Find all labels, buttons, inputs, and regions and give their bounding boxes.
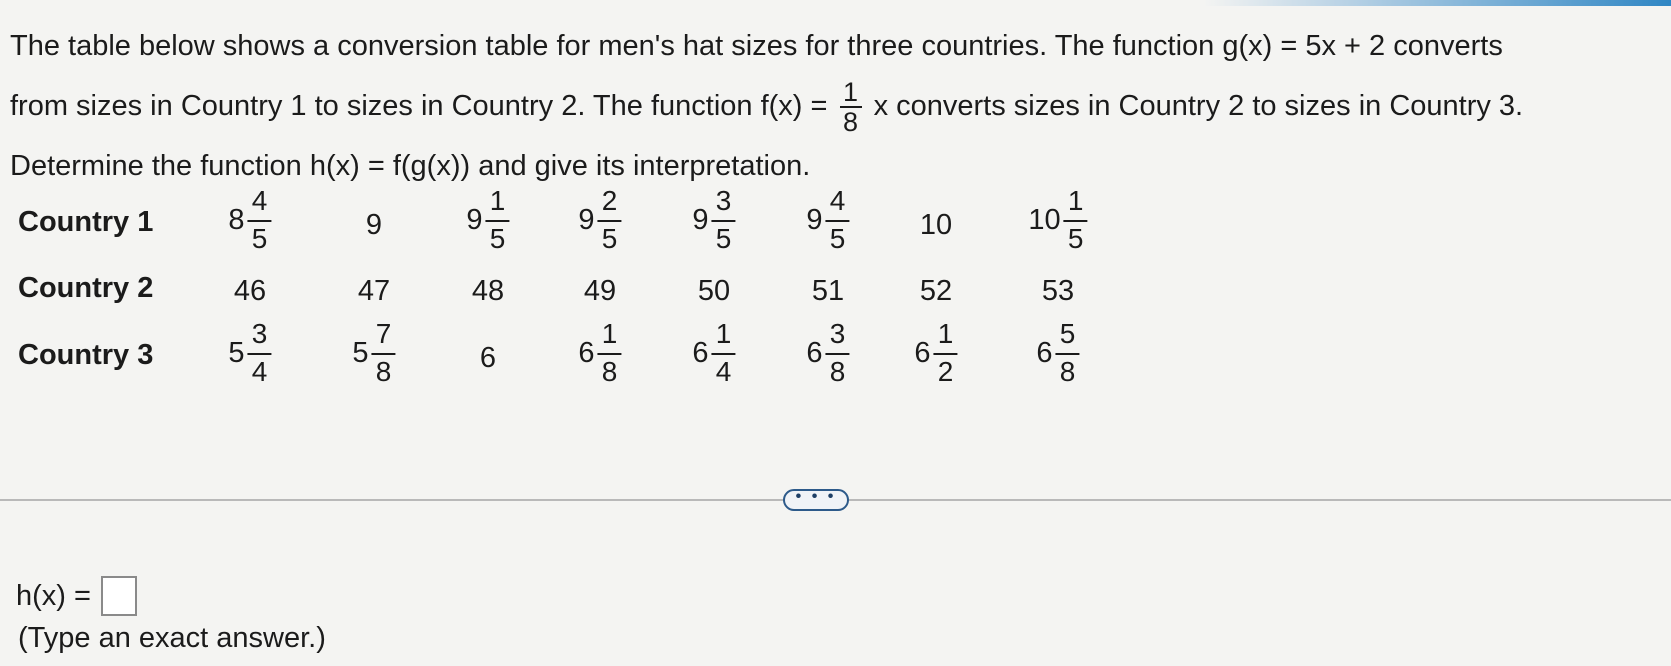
cell-whole-number: 5 (352, 337, 369, 369)
fraction-denominator: 5 (489, 223, 506, 254)
table-cell (358, 276, 390, 306)
table-cell (1028, 186, 1087, 254)
cell-whole-number: 9 (365, 209, 383, 241)
fraction-bar (598, 353, 622, 355)
cell-whole-number: 6 (479, 342, 497, 374)
table-cell (914, 319, 957, 387)
answer-instruction: (Type an exact answer.) (18, 622, 326, 654)
expand-more-button[interactable] (783, 489, 849, 511)
problem-line-2-end: x converts sizes in Country 2 to sizes in Country 3. (873, 90, 1524, 122)
cell-whole-number: 8 (228, 204, 245, 236)
cell-fraction (712, 186, 736, 254)
f-coefficient-fraction (840, 78, 862, 136)
cell-whole-number: 9 (466, 204, 483, 236)
row-label: Country 2 (18, 272, 154, 304)
fraction-bar (486, 220, 510, 222)
top-accent-strip (0, 0, 1671, 6)
table-cell (698, 276, 730, 306)
row-label: Country 3 (18, 339, 154, 371)
table-cell (228, 319, 271, 387)
fraction-numerator: 1 (715, 318, 732, 349)
fraction-numerator: 2 (601, 185, 618, 216)
cell-whole-number: 50 (697, 275, 731, 307)
problem-statement (10, 16, 1660, 196)
table-cell (692, 186, 735, 254)
table-cell (812, 276, 844, 306)
table-cell (234, 276, 266, 306)
cell-fraction (826, 319, 850, 387)
fraction-numerator: 5 (1059, 318, 1076, 349)
cell-fraction (712, 319, 736, 387)
fraction-denominator: 8 (1059, 356, 1076, 387)
fraction-bar (712, 220, 736, 222)
cell-fraction (598, 319, 622, 387)
answer-label: h(x) = (16, 579, 91, 612)
fraction-denominator: 4 (715, 356, 732, 387)
fraction-bar (598, 220, 622, 222)
fraction-bar (248, 220, 272, 222)
fraction-denominator: 8 (375, 356, 392, 387)
fraction-numerator: 1 (489, 185, 506, 216)
table-cell (584, 276, 616, 306)
cell-fraction (486, 186, 510, 254)
table-cell (228, 186, 271, 254)
problem-line-3: Determine the function h(x) = f(g(x)) and give its interpretation. (10, 150, 811, 182)
fraction-denominator: 5 (715, 223, 732, 254)
table-cell (578, 319, 621, 387)
fraction-numerator: 4 (251, 185, 268, 216)
cell-fraction (248, 319, 272, 387)
table-cell (1036, 319, 1079, 387)
fraction-bar (712, 353, 736, 355)
cell-whole-number: 10 (1028, 204, 1061, 236)
fraction-denominator: 8 (601, 356, 618, 387)
cell-fraction (598, 186, 622, 254)
fraction-denominator: 8 (842, 107, 859, 138)
fraction-bar (826, 220, 850, 222)
cell-whole-number: 6 (1036, 337, 1053, 369)
fraction-bar (372, 353, 396, 355)
fraction-numerator: 4 (829, 185, 846, 216)
cell-whole-number: 9 (692, 204, 709, 236)
fraction-denominator: 5 (829, 223, 846, 254)
cell-whole-number: 52 (919, 275, 953, 307)
table-cell (806, 186, 849, 254)
cell-fraction (372, 319, 396, 387)
fraction-denominator: 5 (601, 223, 618, 254)
cell-whole-number: 5 (228, 337, 245, 369)
table-cell (466, 186, 509, 254)
cell-whole-number: 49 (583, 275, 617, 307)
fraction-numerator: 3 (251, 318, 268, 349)
table-cell (1042, 276, 1074, 306)
table-cell (920, 276, 952, 306)
fraction-bar (934, 353, 958, 355)
cell-whole-number: 51 (811, 275, 845, 307)
cell-fraction (248, 186, 272, 254)
cell-fraction (1056, 319, 1080, 387)
cell-whole-number: 6 (578, 337, 595, 369)
fraction-denominator: 2 (937, 356, 954, 387)
fraction-numerator: 3 (715, 185, 732, 216)
fraction-bar (248, 353, 272, 355)
fraction-numerator: 1 (601, 318, 618, 349)
table-cell (692, 319, 735, 387)
cell-whole-number: 47 (357, 275, 391, 307)
problem-line-1: The table below shows a conversion table for men's hat sizes for three countries. The function g(x) = 5x + 2 converts (10, 30, 1503, 62)
fraction-denominator: 5 (1067, 223, 1084, 254)
fraction-bar (826, 353, 850, 355)
table-cell (806, 319, 849, 387)
cell-whole-number: 6 (914, 337, 931, 369)
cell-whole-number: 6 (806, 337, 823, 369)
cell-whole-number: 46 (233, 275, 267, 307)
cell-whole-number: 9 (578, 204, 595, 236)
fraction-numerator: 1 (937, 318, 954, 349)
table-cell (472, 276, 504, 306)
fraction-bar (1064, 220, 1088, 222)
table-cell (920, 210, 952, 240)
fraction-bar (1056, 353, 1080, 355)
table-cell (352, 319, 395, 387)
fraction-denominator: 4 (251, 356, 268, 387)
table-cell (366, 210, 382, 240)
cell-whole-number: 6 (692, 337, 709, 369)
cell-whole-number: 10 (919, 209, 953, 241)
ellipsis-icon: • • • (795, 488, 837, 505)
fraction-numerator: 7 (375, 318, 392, 349)
fraction-numerator: 1 (842, 77, 859, 108)
table-cell (480, 343, 496, 373)
fraction-numerator: 1 (1067, 185, 1084, 216)
fraction-numerator: 3 (829, 318, 846, 349)
problem-line-2 (10, 76, 1660, 136)
row-label: Country 1 (18, 206, 154, 238)
table-cell (578, 186, 621, 254)
cell-whole-number: 9 (806, 204, 823, 236)
fraction-denominator: 5 (251, 223, 268, 254)
cell-fraction (934, 319, 958, 387)
cell-fraction (826, 186, 850, 254)
cell-fraction (1064, 186, 1088, 254)
cell-whole-number: 53 (1041, 275, 1075, 307)
problem-line-2-start: from sizes in Country 1 to sizes in Country 2. The function f(x) = (10, 90, 828, 122)
answer-input-box[interactable] (101, 576, 137, 616)
answer-row (16, 576, 137, 616)
fraction-denominator: 8 (829, 356, 846, 387)
cell-whole-number: 48 (471, 275, 505, 307)
